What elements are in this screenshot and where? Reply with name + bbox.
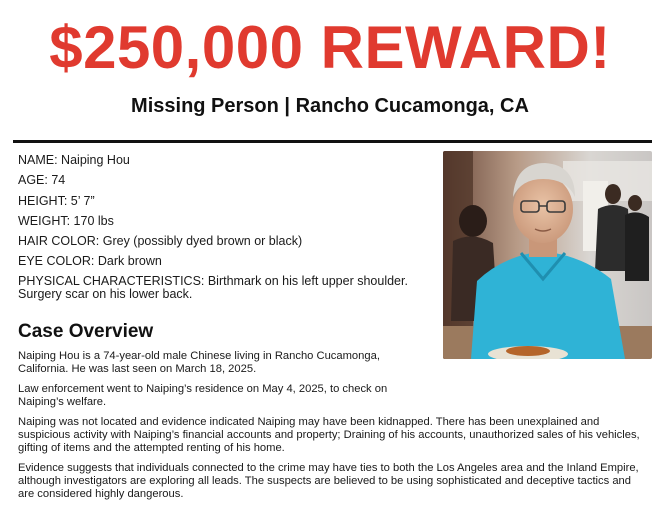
- detail-hair-color: HAIR COLOR: Grey (possibly dyed brown or black): [18, 234, 303, 249]
- missing-person-photo: [443, 151, 652, 359]
- detail-eye-color: EYE COLOR: Dark brown: [18, 254, 162, 269]
- overview-paragraph: Naiping Hou is a 74-year-old male Chinese living in Rancho Cucamonga, California. He was last seen on March 18, 2025.: [18, 350, 380, 375]
- detail-name: NAME: Naiping Hou: [18, 153, 130, 167]
- case-overview-heading: Case Overview: [18, 321, 154, 342]
- overview-paragraph: Law enforcement went to Naiping’s residence on May 4, 2025, to check on Naiping’s welfare.: [18, 383, 388, 408]
- overview-paragraph: Naiping was not located and evidence indicated Naiping may have been kidnapped. There has been unexplained and suspicious activity with Naiping’s financial accounts and property; Draining of his accounts, unauthorized sales of his vehicles, gifting of items and the attempted renting of his home.: [18, 416, 640, 454]
- missing-person-subtitle: Missing Person | Rancho Cucamonga, CA: [131, 95, 529, 117]
- detail-weight: WEIGHT: 170 lbs: [18, 213, 114, 228]
- divider: [13, 140, 652, 143]
- overview-paragraph: Evidence suggests that individuals connected to the crime may have ties to both the Los Angeles area and the Inland Empire, although investigators are exploring all leads. The suspects are believed to be using sophisticated and deceptive tactics and are considered highly dangerous.: [18, 462, 639, 500]
- detail-height: HEIGHT: 5’ 7”: [18, 193, 95, 208]
- case-overview-body: [18, 350, 648, 508]
- detail-age: AGE: 74: [18, 173, 66, 188]
- person-details: [18, 153, 433, 307]
- detail-physical-characteristics: PHYSICAL CHARACTERISTICS: Birthmark on his left upper shoulder. Surgery scar on his lower back.: [18, 273, 408, 302]
- reward-headline: $250,000 REWARD!: [49, 14, 611, 81]
